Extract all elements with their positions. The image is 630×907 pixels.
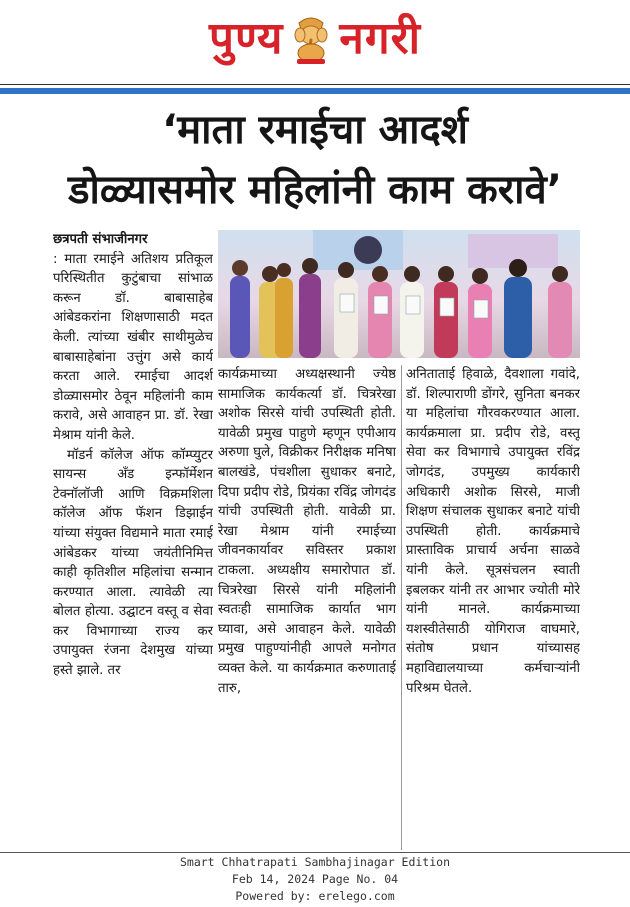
footer [0, 854, 630, 905]
masthead [0, 0, 630, 86]
article-col1-p1-text: : माता रमाईने अतिशय प्रतिकूल परिस्थितीत कुटुंबाचा सांभाळ करून डॉ. बाबासाहेब आंबेडकरांना शिक्षणासाठी मदत केली. त्यांच्या खंबीर साथीमुळेच बाबासाहेबांना उत्तुंग असे कार्य करता आले. रमाईचा आदर्श डोळ्यासमोर ठेवून महिलांनी काम करावे, असे आवाहन प्रा. डॉ. रेखा मेश्राम यांनी केले. [53, 251, 213, 443]
footer-rule [0, 852, 630, 853]
masthead-row [0, 6, 630, 72]
headline [0, 100, 630, 220]
ganesha-logo-icon [291, 13, 331, 65]
article-column-1 [53, 230, 213, 850]
article-paragraph-1 [53, 230, 213, 446]
article-dateline: छत्रपती संभाजीनगर [53, 232, 148, 247]
masthead-thin-rule [0, 84, 630, 85]
article-paragraph-3: कार्यक्रमाच्या अध्यक्षस्थानी ज्येष्ठ सामाजिक कार्यकर्त्या डॉ. चित्ररेखा अशोक सिरसे यांची उपस्थिती होती. यावेळी प्रमुख पाहुणे म्हणून एपीआय अरुणा घुले, विक्रीकर निरीक्षक मनिषा बालखंडे, पंचशीला सुधाकर बनाटे, दिपा प्रदीप रोडे, प्रियंका रविंद्र जोगदंड यांची उपस्थिती होती. यावेळी प्रा. रेखा मेश्राम यांनी रमाईच्या जीवनकार्यावर सविस्तर प्रकाश टाकला. अध्यक्षीय समारोपात डॉ. चित्ररेखा सिरसे यांनी महिलांनी स्वतःही सामाजिक कार्यात भाग घ्यावा, असे आवाहन केले. यावेळी प्रमुख पाहुण्यांनीही आपले मनोगत व्यक्त केले. या कार्यक्रमात करुणाताई तारु, [218, 367, 396, 696]
article-paragraph-4: अनिताताई हिवाळे, दैवशाला गवांदे, डॉ. शिल्पाराणी डोंगरे, सुनिता बनकर या महिलांचा गौरवकरण्यात आला. कार्यक्रमाला प्रा. प्रदीप रोडे, वस्तू सेवा कर विभागाचे उपायुक्त रविंद्र जोगदंड, उपमुख्य कार्यकारी अधिकारी अशोक सिरसे, माजी शिक्षण संचालक सुधाकर बनाटे यांची उपस्थिती होती. कार्यक्रमाचे प्रास्ताविक प्राचार्य अर्चना साळवे यांनी केले. सूत्रसंचलन स्वाती इबलकर यांनी तर आभार ज्योती मोरे यांनी मानले. कार्यक्रमाच्या यशस्वीतेसाठी योगिराज वाघमारे, संतोष प्रधान यांच्यासह महाविद्यालयाच्या कर्मचाऱ्यांनी परिश्रम घेतले. [406, 367, 580, 696]
footer-edition: Smart Chhatrapati Sambhajinagar Edition [179, 855, 451, 869]
footer-date-page: Feb 14, 2024 Page No. 04 [231, 872, 399, 886]
masthead-right-word: नगरी [339, 13, 421, 64]
article-paragraph-2: मॉडर्न कॉलेज ऑफ कॉम्प्युटर सायन्स अँड इन्फॉर्मेशन टेक्नॉलॉजी आणि विक्रमशिला कॉलेज ऑफ फॅशन डिझाईन यांच्या संयुक्त विद्यमाने माता रमाई आंबेडकर यांच्या जयंतीनिमित्त काही कृतिशील महिलांचा सन्मान करण्यात आला. त्यावेळी त्या बोलत होत्या. उद्घाटन वस्तू व सेवा कर विभागाच्या राज्य कर उपायुक्त रंजना देशमुख यांच्या हस्ते झाले. तर [53, 447, 213, 679]
article-column-2 [218, 365, 396, 850]
headline-line-1: ‘माता रमाईचा आदर्श [162, 107, 468, 153]
headline-line-2: डोळ्यासमोर महिलांनी काम करावे’ [68, 167, 562, 213]
article-column-3 [406, 365, 580, 850]
column-divider [401, 365, 402, 850]
masthead-blue-rule [0, 88, 630, 94]
event-group-photo [218, 230, 580, 358]
masthead-left-word: पुण्य [208, 13, 284, 64]
footer-powered-by: Powered by: erelego.com [235, 889, 395, 903]
